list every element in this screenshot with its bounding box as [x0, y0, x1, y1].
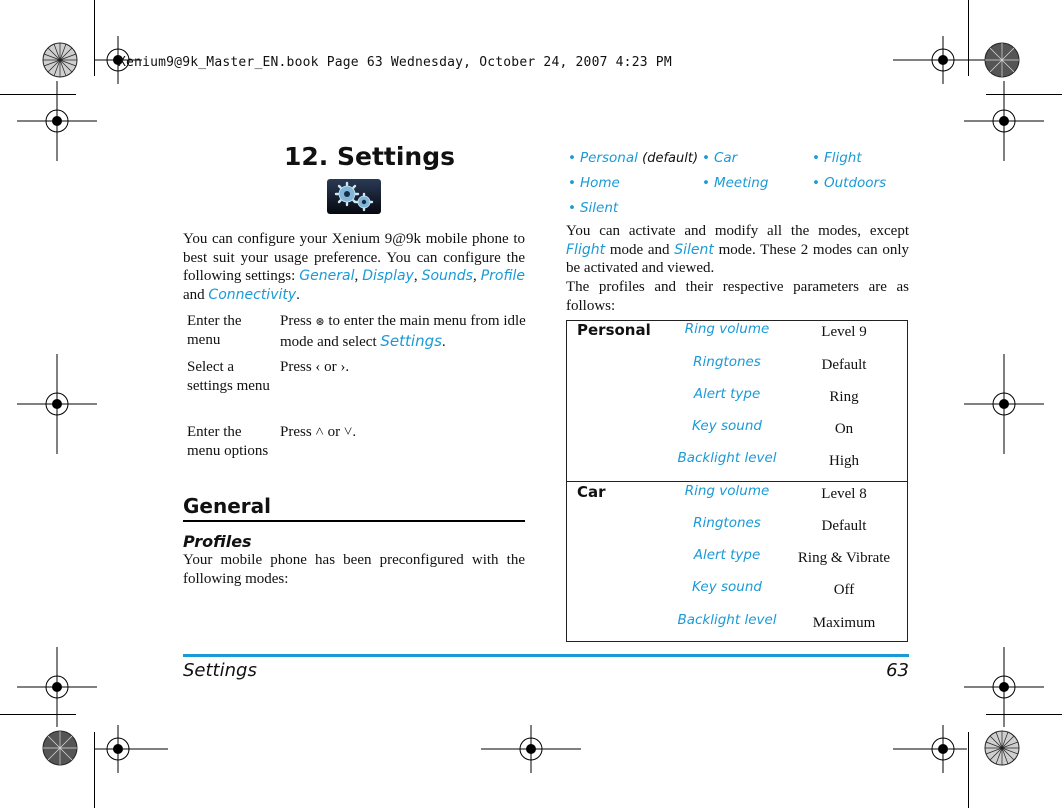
table-profile-name: Car [577, 483, 606, 501]
mode-meeting: • Meeting [702, 175, 769, 191]
profiles-paragraph: Your mobile phone has been preconfigured with the following modes: [183, 552, 525, 587]
nav-label: Enter the menu [187, 313, 242, 348]
table-value: Default [821, 518, 867, 534]
print-header-stamp: Xenium9@9k_Master_EN.book Page 63 Wednesday, October 24, 2007 4:23 PM [118, 55, 672, 70]
nav-instruction: Press ‹ or ›. [280, 359, 350, 375]
table-param: Alert type [693, 386, 761, 402]
link-flight[interactable]: Flight [566, 241, 606, 258]
footer-page-number: 63 [886, 660, 909, 681]
table-value: Level 8 [821, 486, 867, 502]
table-value: Ring & Vibrate [797, 550, 891, 566]
nav-instruction: Press ⊛ to enter the main menu from idle mode and select Settings. [280, 313, 526, 350]
table-profile-name: Personal [577, 321, 651, 339]
ok-key-icon: ⊛ [315, 316, 325, 328]
nav-label: Enter the menu options [187, 424, 269, 459]
intro-paragraph: You can configure your Xenium 9@9k mobile phone to best suit your usage preference. You can configure the following settings: General, Display, Sounds, Profile and Connectivity. [183, 231, 525, 303]
mode-outdoors: • Outdoors [812, 175, 887, 191]
table-param: Ring volume [684, 483, 770, 499]
link-silent[interactable]: Silent [674, 241, 714, 258]
profiles-intro-paragraph: The profiles and their respective parameters are as follows: [566, 279, 909, 314]
table-param: Key sound [692, 579, 762, 595]
section-rule [183, 520, 525, 522]
subheading-profiles: Profiles [183, 532, 252, 551]
footer-rule [183, 654, 909, 657]
table-value: Ring [829, 389, 859, 405]
mode-silent: • Silent [568, 200, 619, 216]
table-param: Backlight level [677, 450, 777, 466]
table-value: Maximum [812, 615, 876, 631]
table-param: Ring volume [684, 321, 770, 337]
mode-car: • Car [702, 150, 738, 166]
table-value: Level 9 [821, 324, 867, 340]
table-param: Alert type [693, 547, 761, 563]
link-connectivity[interactable]: Connectivity [208, 286, 297, 303]
link-display[interactable]: Display [362, 268, 414, 284]
table-value: On [834, 421, 854, 437]
table-param: Ringtones [693, 515, 761, 531]
section-heading-general: General [183, 494, 271, 518]
table-value: Off [833, 582, 855, 598]
link-settings[interactable]: Settings [380, 331, 442, 350]
table-value: High [829, 453, 859, 469]
footer-section-name: Settings [183, 660, 257, 681]
chapter-title: 12. Settings [284, 142, 455, 171]
mode-flight: • Flight [812, 150, 862, 166]
settings-gears-icon [327, 179, 381, 214]
nav-label: Select a settings menu [187, 359, 270, 394]
table-param: Ringtones [693, 354, 761, 370]
link-profile[interactable]: Profile [480, 268, 525, 284]
table-param: Key sound [692, 418, 762, 434]
table-param: Backlight level [677, 612, 777, 628]
nav-instruction: Press ˄ or ˅. [280, 424, 357, 440]
mode-home: • Home [568, 175, 620, 191]
link-sounds[interactable]: Sounds [421, 268, 473, 284]
activation-paragraph: You can activate and modify all the modes, except Flight mode and Silent mode. These 2 modes can only be activated and viewed. [566, 223, 910, 276]
link-general[interactable]: General [299, 268, 355, 284]
mode-personal: • Personal (default) [568, 150, 699, 166]
table-value: Default [821, 357, 867, 373]
table-row-divider [566, 481, 908, 482]
